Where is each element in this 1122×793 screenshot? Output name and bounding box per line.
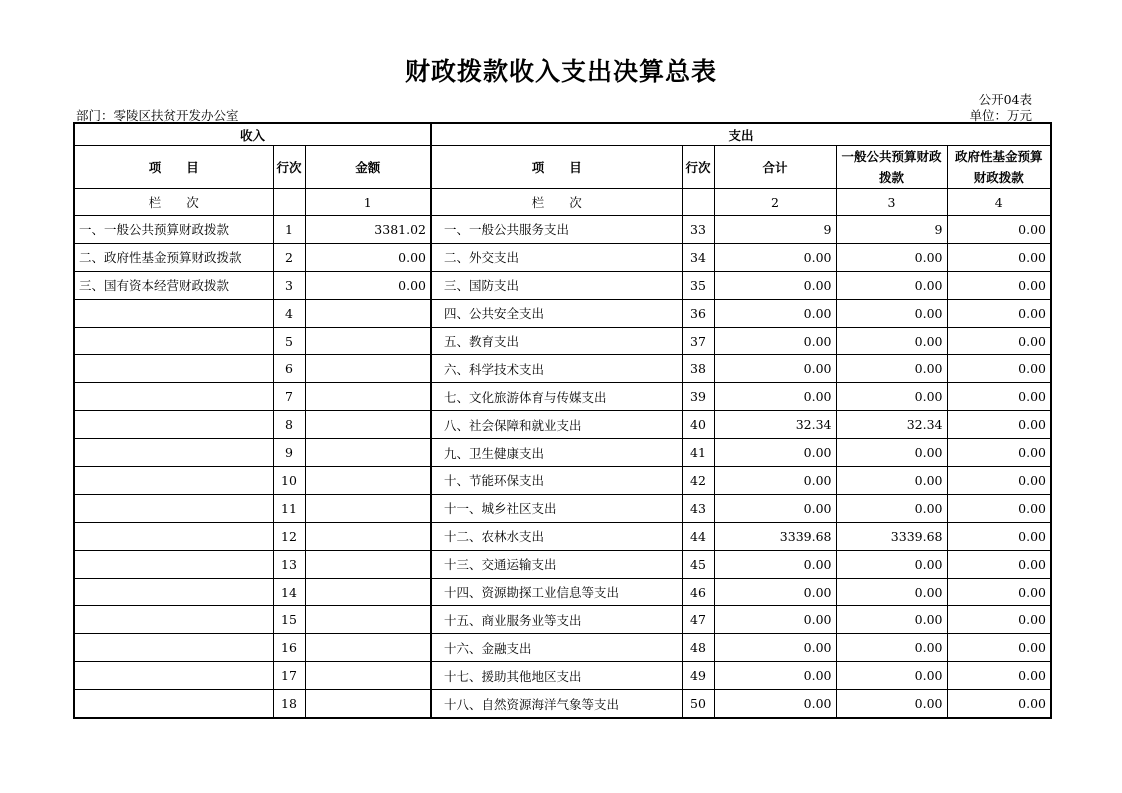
income-row-no-cell: 14 [273,578,305,606]
expense-item-cell: 十一、城乡社区支出 [431,494,682,522]
expense-item-cell: 十二、农林水支出 [431,522,682,550]
total-cell: 0.00 [714,634,836,662]
expense-row-no-cell: 47 [682,606,714,634]
expense-item-cell: 十七、援助其他地区支出 [431,662,682,690]
income-amount-cell [305,355,431,383]
expense-row-no-cell: 39 [682,383,714,411]
gov-fund-cell: 0.00 [947,299,1051,327]
income-amount-cell [305,327,431,355]
table-row [74,662,1051,690]
income-item-cell [74,355,273,383]
table-row [74,690,1051,718]
income-amount-cell [305,550,431,578]
income-row-no-cell: 7 [273,383,305,411]
gov-fund-cell: 0.00 [947,383,1051,411]
column-index-row [74,189,1051,216]
general-budget-cell: 0.00 [836,439,947,467]
income-item-cell [74,662,273,690]
income-row-no-cell: 8 [273,411,305,439]
gov-fund-cell: 0.00 [947,327,1051,355]
total-cell: 0.00 [714,662,836,690]
income-amount-cell [305,662,431,690]
income-item-cell: 二、政府性基金预算财政拨款 [74,243,273,271]
income-item-cell [74,327,273,355]
income-amount-cell [305,411,431,439]
column-header-row [74,146,1051,189]
income-amount-cell [305,634,431,662]
gov-fund-cell: 0.00 [947,494,1051,522]
expense-row-no-cell: 50 [682,690,714,718]
income-row-no-cell: 6 [273,355,305,383]
income-item-cell [74,411,273,439]
income-row-no-cell: 10 [273,467,305,495]
table-row [74,494,1051,522]
gov-fund-cell: 0.00 [947,522,1051,550]
col-gov-fund: 政府性基金预算财政拨款 [947,146,1051,189]
gov-fund-cell: 0.00 [947,550,1051,578]
table-row [74,606,1051,634]
income-item-cell [74,578,273,606]
report-title: 财政拨款收入支出决算总表 [404,57,717,86]
expense-row-no-cell: 48 [682,634,714,662]
income-item-cell [74,606,273,634]
table-row [74,578,1051,606]
income-row-no-cell: 18 [273,690,305,718]
expense-item-cell: 三、国防支出 [431,271,682,299]
income-row-no-cell: 1 [273,216,305,244]
gov-fund-cell: 0.00 [947,243,1051,271]
unit-label: 单位：万元 [969,108,1032,123]
budget-table [73,122,1052,719]
expense-row-no-cell: 37 [682,327,714,355]
expense-item-cell: 九、卫生健康支出 [431,439,682,467]
income-amount-cell [305,690,431,718]
general-budget-cell: 0.00 [836,383,947,411]
total-cell: 0.00 [714,355,836,383]
gov-fund-cell: 0.00 [947,439,1051,467]
form-code: 公开04表 [978,92,1032,107]
expense-item-cell: 十四、资源勘探工业信息等支出 [431,578,682,606]
lanci-total: 2 [714,189,836,216]
total-cell: 0.00 [714,271,836,299]
expense-item-cell: 十六、金融支出 [431,634,682,662]
col-expense-item: 项 目 [431,146,682,189]
expense-item-cell: 六、科学技术支出 [431,355,682,383]
table-row [74,327,1051,355]
income-row-no-cell: 17 [273,662,305,690]
gov-fund-cell: 0.00 [947,467,1051,495]
income-item-cell: 三、国有资本经营财政拨款 [74,271,273,299]
table-row [74,439,1051,467]
general-budget-cell: 0.00 [836,634,947,662]
general-budget-cell: 0.00 [836,243,947,271]
col-expense-row-no: 行次 [682,146,714,189]
total-cell: 0.00 [714,467,836,495]
expense-item-cell: 四、公共安全支出 [431,299,682,327]
income-amount-cell: 0.00 [305,271,431,299]
total-cell: 0.00 [714,578,836,606]
table-row [74,355,1051,383]
lanci-fund: 4 [947,189,1051,216]
income-item-cell [74,634,273,662]
total-cell: 0.00 [714,606,836,634]
table-row [74,271,1051,299]
income-row-no-cell: 4 [273,299,305,327]
income-item-cell [74,690,273,718]
general-budget-cell: 0.00 [836,662,947,690]
income-row-no-cell: 15 [273,606,305,634]
table-row [74,216,1051,244]
expense-row-no-cell: 41 [682,439,714,467]
gov-fund-cell: 0.00 [947,662,1051,690]
general-budget-cell: 0.00 [836,578,947,606]
income-row-no-cell: 3 [273,271,305,299]
total-cell: 0.00 [714,383,836,411]
general-budget-cell: 9 [836,216,947,244]
general-budget-cell: 0.00 [836,327,947,355]
income-amount-cell [305,578,431,606]
table-row [74,550,1051,578]
expense-row-no-cell: 44 [682,522,714,550]
general-budget-cell: 0.00 [836,550,947,578]
gov-fund-cell: 0.00 [947,355,1051,383]
expense-item-cell: 八、社会保障和就业支出 [431,411,682,439]
total-cell: 0.00 [714,327,836,355]
income-row-no-cell: 5 [273,327,305,355]
income-item-cell [74,467,273,495]
income-amount-cell [305,299,431,327]
lanci-general: 3 [836,189,947,216]
gov-fund-cell: 0.00 [947,216,1051,244]
income-item-cell [74,494,273,522]
total-cell: 0.00 [714,494,836,522]
expense-row-no-cell: 35 [682,271,714,299]
general-budget-cell: 0.00 [836,271,947,299]
expense-row-no-cell: 49 [682,662,714,690]
general-budget-cell: 32.34 [836,411,947,439]
gov-fund-cell: 0.00 [947,634,1051,662]
col-income-amount: 金额 [305,146,431,189]
income-amount-cell: 0.00 [305,243,431,271]
total-cell: 32.34 [714,411,836,439]
income-item-cell [74,299,273,327]
table-row [74,383,1051,411]
table-row [74,634,1051,662]
total-cell: 0.00 [714,690,836,718]
gov-fund-cell: 0.00 [947,411,1051,439]
expense-item-cell: 十五、商业服务业等支出 [431,606,682,634]
income-amount-cell [305,467,431,495]
table-row [74,467,1051,495]
general-budget-cell: 0.00 [836,355,947,383]
expense-row-no-cell: 43 [682,494,714,522]
lanci-blank [273,189,305,216]
lanci-label-right: 栏 次 [431,189,682,216]
table-row [74,522,1051,550]
section-income: 收入 [74,123,431,146]
col-total: 合计 [714,146,836,189]
income-amount-cell [305,606,431,634]
expense-item-cell: 十八、自然资源海洋气象等支出 [431,690,682,718]
income-amount-cell [305,439,431,467]
total-cell: 3339.68 [714,522,836,550]
income-item-cell: 一、一般公共预算财政拨款 [74,216,273,244]
expense-row-no-cell: 46 [682,578,714,606]
expense-item-cell: 一、一般公共服务支出 [431,216,682,244]
section-expense: 支出 [431,123,1051,146]
expense-row-no-cell: 38 [682,355,714,383]
total-cell: 0.00 [714,439,836,467]
general-budget-cell: 0.00 [836,299,947,327]
expense-row-no-cell: 42 [682,467,714,495]
gov-fund-cell: 0.00 [947,606,1051,634]
total-cell: 0.00 [714,299,836,327]
general-budget-cell: 3339.68 [836,522,947,550]
lanci-label-left: 栏 次 [74,189,273,216]
expense-item-cell: 五、教育支出 [431,327,682,355]
income-item-cell [74,550,273,578]
income-amount-cell [305,522,431,550]
expense-row-no-cell: 40 [682,411,714,439]
income-amount-cell [305,494,431,522]
general-budget-cell: 0.00 [836,467,947,495]
table-row [74,299,1051,327]
total-cell: 0.00 [714,550,836,578]
expense-item-cell: 十、节能环保支出 [431,467,682,495]
department-label: 部门：零陵区扶贫开发办公室 [76,108,239,123]
income-row-no-cell: 16 [273,634,305,662]
income-row-no-cell: 12 [273,522,305,550]
income-item-cell [74,522,273,550]
income-amount-cell: 3381.02 [305,216,431,244]
income-row-no-cell: 13 [273,550,305,578]
income-row-no-cell: 2 [273,243,305,271]
total-cell: 9 [714,216,836,244]
lanci-blank [682,189,714,216]
expense-row-no-cell: 33 [682,216,714,244]
col-income-item: 项 目 [74,146,273,189]
income-amount-cell [305,383,431,411]
income-item-cell [74,439,273,467]
expense-row-no-cell: 34 [682,243,714,271]
table-row [74,411,1051,439]
expense-row-no-cell: 36 [682,299,714,327]
income-row-no-cell: 11 [273,494,305,522]
col-general-budget: 一般公共预算财政拨款 [836,146,947,189]
expense-item-cell: 七、文化旅游体育与传媒支出 [431,383,682,411]
income-item-cell [74,383,273,411]
general-budget-cell: 0.00 [836,606,947,634]
col-income-row-no: 行次 [273,146,305,189]
general-budget-cell: 0.00 [836,494,947,522]
lanci-income-amount: 1 [305,189,431,216]
total-cell: 0.00 [714,243,836,271]
table-row [74,243,1051,271]
gov-fund-cell: 0.00 [947,578,1051,606]
gov-fund-cell: 0.00 [947,271,1051,299]
general-budget-cell: 0.00 [836,690,947,718]
gov-fund-cell: 0.00 [947,690,1051,718]
expense-row-no-cell: 45 [682,550,714,578]
expense-item-cell: 二、外交支出 [431,243,682,271]
income-row-no-cell: 9 [273,439,305,467]
section-header-row [74,123,1051,146]
expense-item-cell: 十三、交通运输支出 [431,550,682,578]
